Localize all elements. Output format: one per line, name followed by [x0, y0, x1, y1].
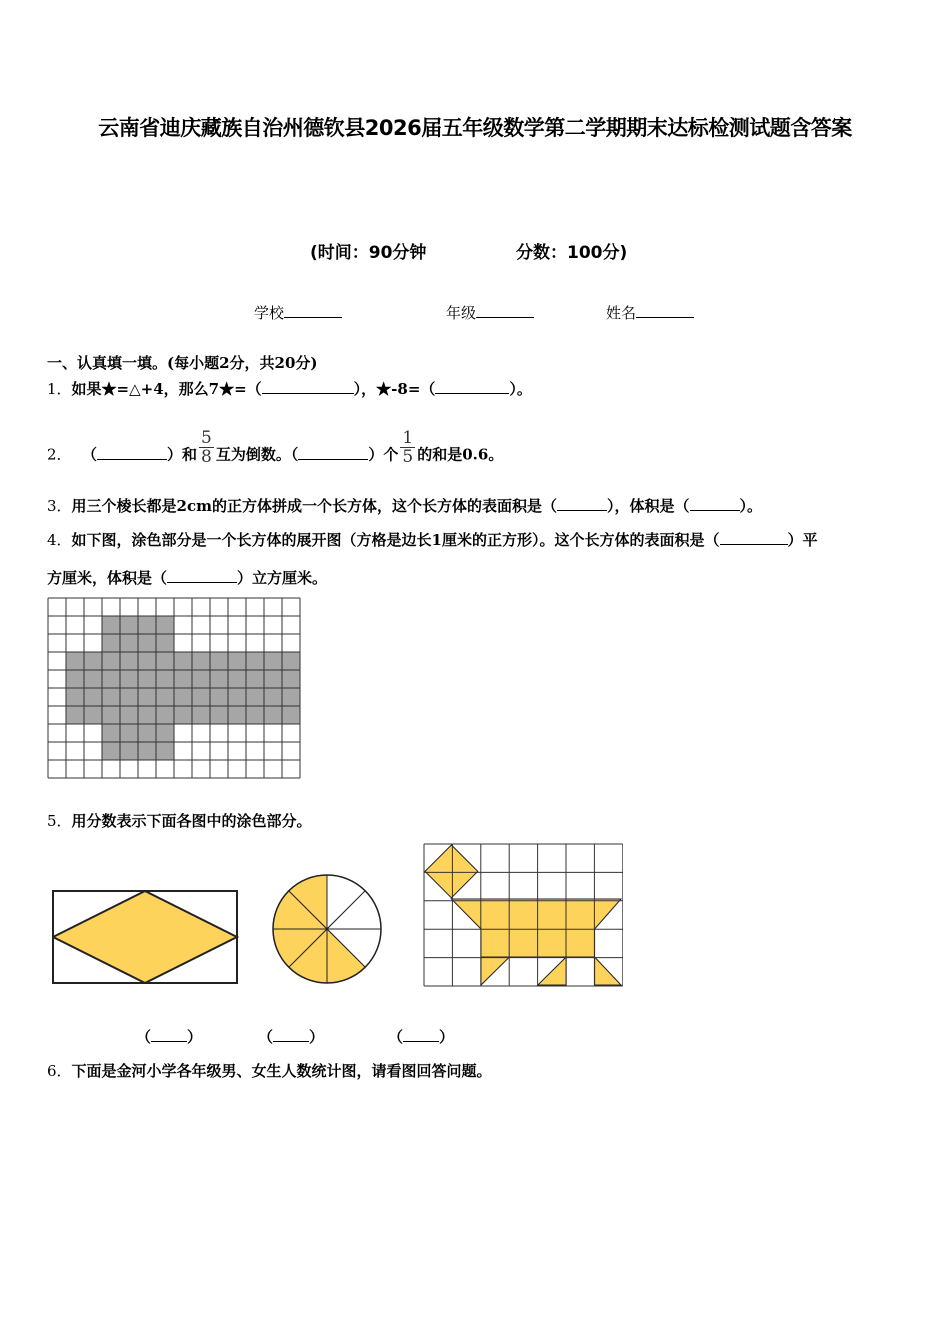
answer-slot-1[interactable]: （ ） [136, 1028, 203, 1046]
question-3: 3．用三个棱长都是2cm的正方体拼成一个长方体，这个长方体的表面积是（ ），体积是（ ）。 [47, 497, 763, 515]
answer-blank[interactable] [298, 445, 368, 460]
answer-blank[interactable] [97, 445, 167, 460]
answer-slot-2[interactable]: （ ） [258, 1028, 325, 1046]
shaded-leg [538, 957, 566, 985]
question-1: 1．如果★=△+4，那么7★=（ ），★-8=（ ）。 [47, 380, 532, 398]
rhombus-figure [52, 890, 240, 986]
fraction-1-5: $\frac{1}{5}$ [402, 428, 414, 467]
cuboid-net-grid [47, 597, 303, 783]
grid-animal-figure [423, 843, 623, 989]
question-6: 6．下面是金河小学各年级男、女生人数统计图，请看图回答问题。 [47, 1062, 492, 1080]
answer-blank[interactable] [720, 530, 788, 545]
question-4-line2: 方厘米，体积是（ ）立方厘米。 [47, 569, 328, 587]
grade-label: 年级 [446, 304, 477, 322]
question-5: 5．用分数表示下面各图中的涂色部分。 [47, 812, 312, 830]
name-field[interactable] [606, 302, 694, 323]
page-title: 云南省迪庆藏族自治州德钦县2026届五年级数学第二学期期末达标检测试题含答案 [98, 116, 852, 140]
shaded-head [425, 845, 478, 898]
name-label: 姓名 [606, 304, 637, 322]
question-2: 2． （ ）和 $\frac{5}{8}$ 互为倒数。（ ）个 $\frac{1}{5}$ 的和是0.6。 [47, 428, 504, 467]
answer-blank[interactable] [435, 379, 509, 394]
exam-score: 分数：100分) [516, 243, 628, 263]
shaded-body [451, 899, 621, 957]
shaded-leg [481, 957, 509, 985]
answer-blank[interactable] [690, 496, 740, 511]
grade-field[interactable] [446, 302, 534, 323]
shaded-leg [595, 957, 621, 985]
circle-figure [270, 872, 384, 986]
answer-blank[interactable] [557, 496, 607, 511]
question-4-line1: 4．如下图，涂色部分是一个长方体的展开图（方格是边长1厘米的正方形）。这个长方体的表面积是（ ）平 [47, 531, 818, 549]
school-label: 学校 [254, 304, 285, 322]
answer-slot-3[interactable]: （ ） [388, 1028, 455, 1046]
answer-blank[interactable] [262, 379, 354, 394]
school-field[interactable] [254, 302, 342, 323]
section-heading: 一、认真填一填。(每小题2分，共20分) [47, 354, 318, 372]
answer-blank[interactable] [167, 568, 237, 583]
exam-time: (时间：90分钟 [310, 243, 427, 263]
fraction-5-8: $\frac{5}{8}$ [201, 428, 212, 467]
